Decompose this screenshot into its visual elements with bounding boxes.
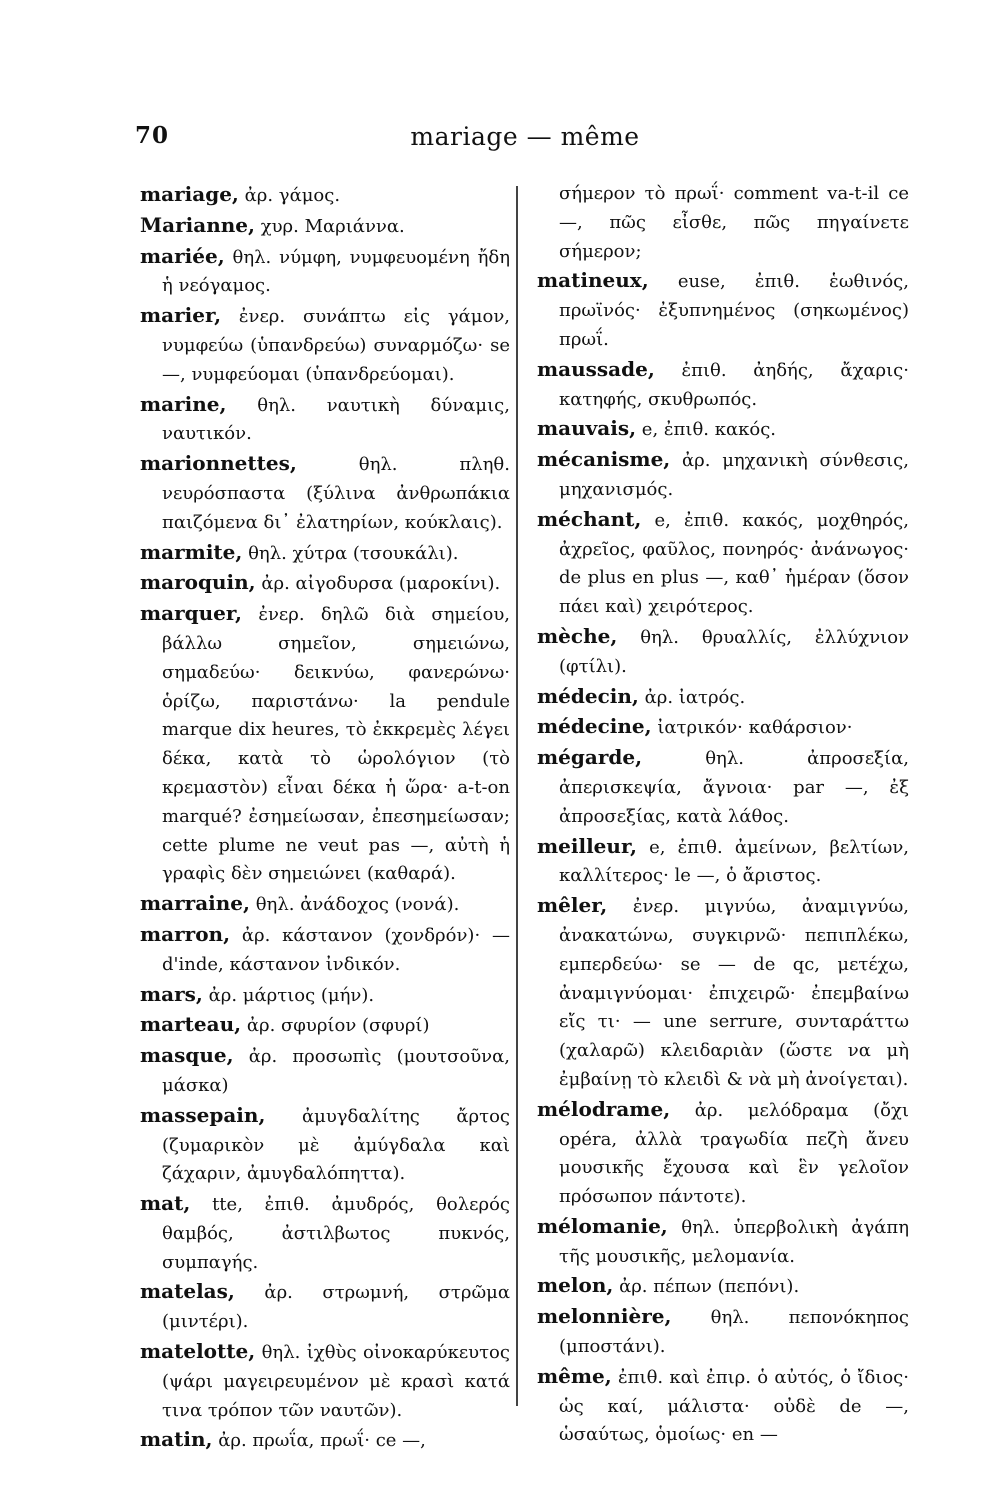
definition: ἀρ. αἰγοδυρσα (μαροκίνι). <box>261 573 501 595</box>
definition: ἀρ. σφυρίον (σφυρί) <box>246 1015 430 1037</box>
headword: marraine, <box>140 891 250 916</box>
definition: euse, ἐπιθ. ἑωθινός, πρωϊνός· ἐξυπνημένος (σηκωμένος) πρωΐ. <box>559 271 909 350</box>
dictionary-entry <box>140 538 510 569</box>
dictionary-entry <box>140 889 510 920</box>
definition: σήμερον τὸ πρωΐ· comment va-t-il ce —, πῶς εἶσθε, πῶς πηγαίνετε σήμερον; <box>559 183 909 262</box>
definition: θηλ. νύμφη, νυμφευομένη ἤδη ἡ νεόγαμος. <box>162 246 510 297</box>
headword: mauvais, <box>537 416 637 441</box>
dictionary-entry <box>537 832 909 892</box>
dictionary-entry <box>537 622 909 682</box>
headword: marmite, <box>140 539 243 564</box>
headword: matin, <box>140 1427 213 1452</box>
dictionary-entry <box>537 1212 909 1272</box>
dictionary-entry <box>140 180 510 211</box>
dictionary-entry <box>140 1041 510 1101</box>
definition: θηλ. πεπονόκηπος (μποστάνι). <box>559 1307 909 1358</box>
dictionary-entry <box>537 180 909 266</box>
dictionary-entry <box>140 599 510 889</box>
definition: e, ἐπιθ. κακός. <box>641 419 777 441</box>
definition: θηλ. ὑπερβολικὴ ἀγάπη τῆς μουσικῆς, μελομανία. <box>559 1216 909 1267</box>
definition: ἀρ. γάμος. <box>244 185 341 206</box>
headword: même, <box>537 1363 612 1388</box>
headword: mariée, <box>140 243 225 268</box>
headword: meilleur, <box>537 833 637 858</box>
definition: ἀρ. μηχανικὴ σύνθεσις, μηχανισμός. <box>559 450 909 500</box>
definition: θηλ. ναυτικὴ δύναμις, ναυτικόν. <box>162 394 510 445</box>
dictionary-entry <box>140 1189 510 1277</box>
dictionary-entry <box>537 891 909 1095</box>
definition: ἐνερ. συνάπτω εἰς γάμον, νυμφεύω (ὑπανδρεύω) συναρμόζω· se —, νυμφεύομαι (ὑπανδρεύομαι). <box>162 306 510 385</box>
headword: mélomanie, <box>537 1213 668 1238</box>
definition: ἰατρικόν· καθάρσιον· <box>657 717 853 739</box>
page-header <box>135 122 915 162</box>
page-number: 70 <box>135 122 170 149</box>
headword: méchant, <box>537 506 642 531</box>
dictionary-entry <box>537 414 909 445</box>
dictionary-entry <box>140 1010 510 1041</box>
definition: ἐνερ. δηλῶ διὰ σημείου, βάλλω σημεῖον, σημειώνω, σημαδεύω· δεικνύω, φανερώνω· ὁρίζω, παριστάνω· la pendule marque dix heures, τὸ ἐκκρεμὲς λέγει δέκα, κατὰ τὸ ὡρολόγιον (τὸ κρεμαστὸν) εἶναι δέκα ἡ ὥρα· a-t-on marqué? ἐσημείωσαν, ἐπεσημείωσαν; cette plume ne veut pas —, αὐτὴ ἡ γραφὶς δὲν σημειώνει (καθαρά). <box>162 604 510 885</box>
dictionary-entry <box>140 1337 510 1425</box>
dictionary-entry <box>537 266 909 354</box>
headword: masque, <box>140 1043 234 1068</box>
definition: ἐπιθ. καὶ ἐπιρ. ὁ αὐτός, ὁ ἴδιος· ὡς καί, μάλιστα· οὐδὲ de —, ὡσαύτως, ὁμοίως· en — <box>559 1366 909 1446</box>
definition: ἀμυγδαλίτης ἄρτος (ζυμαρικὸν μὲ ἀμύγδαλα καὶ ζάχαριν, ἀμυγδαλόπηττα). <box>162 1105 510 1185</box>
definition: ἀρ. ἰατρός. <box>644 686 746 708</box>
definition: e, ἐπιθ. ἀμείνων, βελτίων, καλλίτερος· le —, ὁ ἄριστος. <box>559 836 909 887</box>
definition: ἐνερ. μιγνύω, ἀναμιγνύω, ἀνακατώνω, συγκιρνῶ· πεπιπλέκω, εμπερδεύω· se — de qc, μετέχω, ἀναμιγνύομαι· ἐπιχειρῶ· ἐπεμβαίνω εἴς τι· — une serrure, συνταράττω (χαλαρῶ) κλειδαριὰν (ὥστε να μὴ ἐμβαίνῃ τὸ κλειδὶ & νὰ μὴ ἀνοίγεται). <box>559 896 909 1090</box>
definition: ἀρ. μάρτιος (μήν). <box>208 984 375 1006</box>
dictionary-entry <box>140 1277 510 1337</box>
definition: ἀρ. προσωπὶς (μουτσοῦνα, μάσκα) <box>162 1046 510 1096</box>
column-divider <box>516 186 518 1406</box>
definition: θηλ. ἀνάδοχος (νονά). <box>255 894 460 916</box>
headword: mèche, <box>537 623 618 648</box>
headword: marteau, <box>140 1012 242 1037</box>
running-head: mariage — même <box>410 122 640 151</box>
headword: maroquin, <box>140 570 256 595</box>
headword: médecin, <box>537 683 639 708</box>
dictionary-entry <box>140 1101 510 1189</box>
headword: médecine, <box>537 714 652 739</box>
definition: θηλ. ἀπροσεξία, ἀπερισκεψία, ἄγνοια· par —, ἐξ ἀπροσεξίας, κατὰ λάθος. <box>559 748 909 827</box>
right-column <box>537 180 909 1450</box>
definition: χυρ. Μαριάννα. <box>260 215 405 237</box>
dictionary-entry <box>140 568 510 599</box>
headword: marine, <box>140 391 227 416</box>
headword: mégarde, <box>537 745 643 770</box>
headword: mélodrame, <box>537 1096 671 1121</box>
dictionary-entry <box>140 1425 510 1456</box>
definition: ἀρ. κάστανον (χονδρόν)· — d'inde, κάστανον ἰνδικόν. <box>162 924 510 975</box>
headword: marquer, <box>140 601 242 626</box>
left-column <box>140 180 510 1456</box>
dictionary-entry <box>140 390 510 450</box>
definition: ἀρ. μελόδραμα (ὄχι opéra, ἀλλὰ τραγωδία πεζὴ ἄνευ μουσικῆς ἔχουσα καὶ ἓν γελοῖον πρόσωπον πάντοτε). <box>559 1099 909 1208</box>
dictionary-entry <box>537 1271 909 1302</box>
definition: θηλ. ἰχθὺς οἰνοκαρύκευτος (ψάρι μαγειρευμένον μὲ κρασὶ κατά τινα τρόπον τῶν ναυτῶν). <box>162 1342 510 1421</box>
headword: matelotte, <box>140 1339 256 1364</box>
dictionary-entry <box>537 712 909 743</box>
definition: θηλ. πληθ. νευρόσπαστα (ξύλινα ἀνθρωπάκια παιζόμενα δι᾽ ἐλατηρίων, κούκλαις). <box>162 454 510 533</box>
headword: massepain, <box>140 1102 266 1127</box>
dictionary-entry <box>537 1302 909 1362</box>
definition: tte, ἐπιθ. ἀμυδρός, θολερός θαμβός, ἀστιλβωτος πυκνός, συμπαγής. <box>162 1194 510 1273</box>
dictionary-entry <box>537 1095 909 1212</box>
definition: ἐπιθ. ἀηδής, ἄχαρις· κατηφής, σκυθρωπός. <box>559 359 909 410</box>
headword: mars, <box>140 981 203 1006</box>
dictionary-entry <box>140 449 510 537</box>
dictionary-entry <box>140 980 510 1011</box>
headword: marionnettes, <box>140 451 297 476</box>
headword: matineux, <box>537 268 649 293</box>
dictionary-entry <box>537 1362 909 1450</box>
dictionary-entry <box>537 505 909 622</box>
headword: Marianne, <box>140 212 255 237</box>
headword: mat, <box>140 1191 191 1216</box>
dictionary-entry <box>140 242 510 302</box>
dictionary-entry <box>140 301 510 389</box>
dictionary-entry <box>537 445 909 505</box>
headword: mécanisme, <box>537 447 671 472</box>
definition: e, ἐπιθ. κακός, μοχθηρός, ἀχρεῖος, φαῦλος, πονηρός· ἀνάνωγος· de plus en plus —, καθ᾽ ἡμέραν (ὅσον πάει καὶ) χειρότερος. <box>559 509 909 618</box>
headword: marier, <box>140 303 222 328</box>
definition: θηλ. θρυαλλίς, ἐλλύχνιον (φτίλι). <box>559 626 909 677</box>
headword: melon, <box>537 1273 614 1298</box>
definition: ἀρ. πρωΐα, πρωΐ· ce —, <box>218 1430 426 1452</box>
headword: mêler, <box>537 893 608 918</box>
definition: ἀρ. στρωμνή, στρῶμα (μιντέρι). <box>162 1282 510 1333</box>
dictionary-entry <box>537 743 909 831</box>
definition: θηλ. χύτρα (τσουκάλι). <box>248 542 459 564</box>
headword: melonnière, <box>537 1304 672 1329</box>
definition: ἀρ. πέπων (πεπόνι). <box>619 1276 800 1298</box>
dictionary-entry <box>537 355 909 415</box>
headword: matelas, <box>140 1279 235 1304</box>
headword: maussade, <box>537 356 655 381</box>
dictionary-entry <box>140 211 510 242</box>
headword: marron, <box>140 921 231 946</box>
headword: mariage, <box>140 182 239 206</box>
dictionary-entry <box>140 920 510 980</box>
dictionary-entry <box>537 682 909 713</box>
